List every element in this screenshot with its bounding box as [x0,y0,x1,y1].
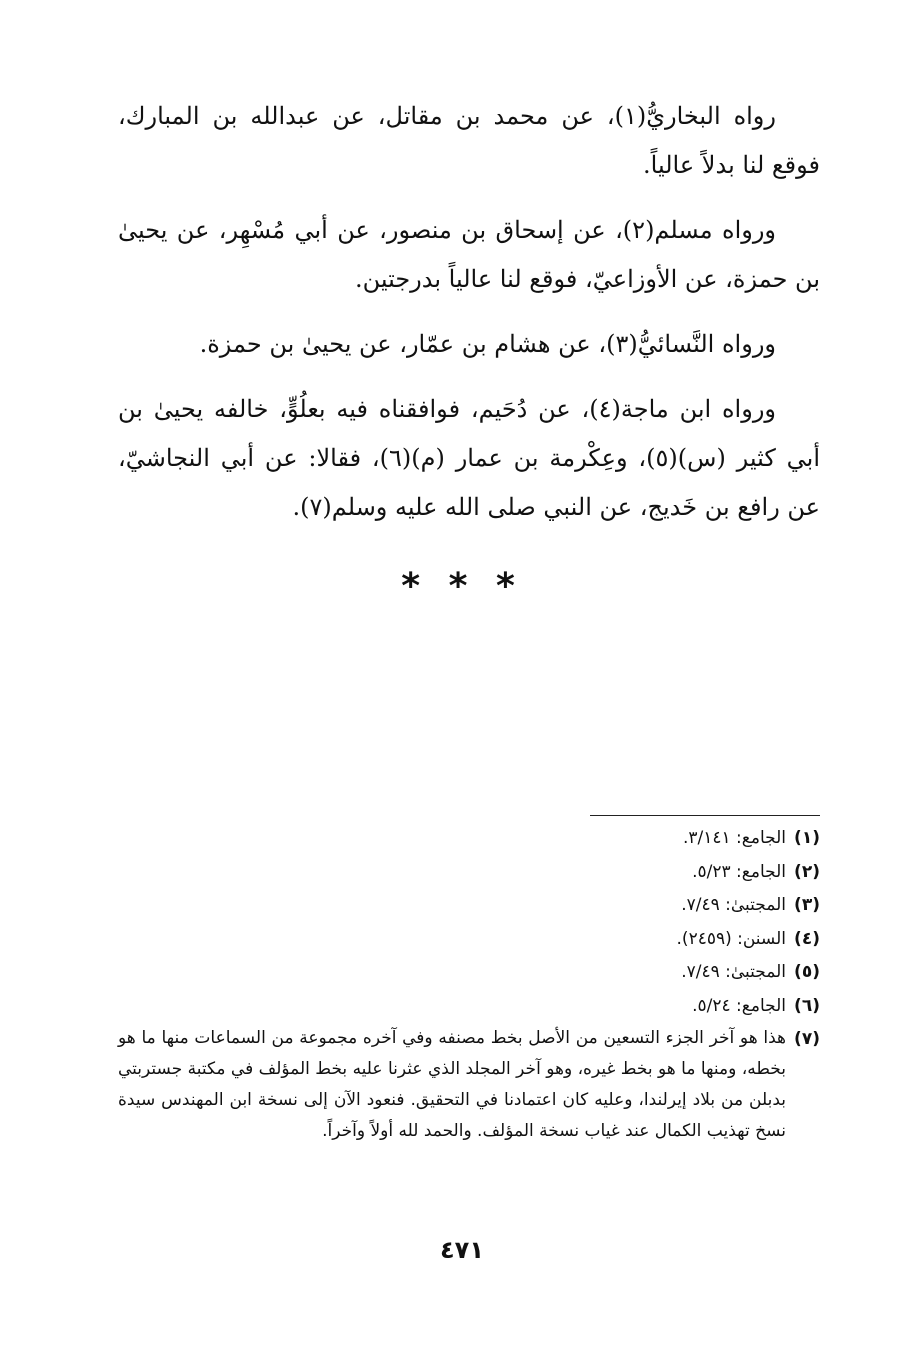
footnote-number: (٢) [794,861,820,882]
footnote-text: السنن: (٢٤٥٩). [676,928,786,949]
footnote-text: هذا هو آخر الجزء التسعين من الأصل بخط مصنفه وفي آخره مجموعة من السماعات منها ما هو بخطه، ومنها ما هو بخط غيره، وهو آخر المجلد الذي عثرنا عليه بخط المؤلف في مكتبة جستربتي بدبلن من بلاد إيرلندا، وعليه كان اعتمادنا في التحقيق. فنعود الآن إلى نسخة ابن المهندس سيدة نسخ تهذيب الكمال عند غياب نسخة المؤلف. والحمد لله أولاً وآخراً. [118,1028,786,1141]
footnote-item [118,1023,820,1147]
paragraph-nasai: ورواه النَّسائيُّ(٣)، عن هشام بن عمّار، عن يحيىٰ بن حمزة. [199,330,776,358]
footnote-text: المجتبىٰ: ٧/٤٩. [681,895,786,915]
footnote-number: (٧) [794,1029,820,1049]
footnote-number: (١) [794,828,820,848]
main-text [118,92,820,548]
footnote-text: الجامع: ٣/١٤١. [682,828,786,848]
footnote-item [118,856,820,890]
footnote-divider [590,815,820,816]
footnote-text: المجتبىٰ: ٧/٤٩. [681,962,786,982]
page-number: ٤٧١ [440,1236,484,1264]
footnote-text: الجامع: ٥/٢٤. [692,995,786,1016]
footnote-item [118,822,820,856]
paragraph-bukhari: رواه البخاريُّ(١)، عن محمد بن مقاتل، عن عبدالله بن المبارك، فوقع لنا بدلاً عالياً. [118,102,820,179]
footnote-text: الجامع: ٥/٢٣. [692,861,786,882]
section-separator: * * * [401,566,523,607]
footnote-number: (٣) [794,895,820,915]
footnote-item [118,889,820,923]
footnote-number: (٤) [794,928,820,949]
footnote-number: (٦) [794,995,820,1016]
footnote-item [118,990,820,1024]
footnotes [118,822,820,1147]
footnote-item [118,956,820,990]
paragraph-muslim: ورواه مسلم(٢)، عن إسحاق بن منصور، عن أبي مُسْهِر، عن يحيىٰ بن حمزة، عن الأوزاعيّ، فوقع لنا عالياً بدرجتين. [118,216,820,293]
paragraph-ibn-majah: ورواه ابن ماجة(٤)، عن دُحَيم، فوافقناه فيه بعلُوٍّ، خالفه يحيىٰ بن أبي كثير (س)(٥)، وعِكْرمة بن عمار (م)(٦)، فقالا: عن أبي النجاشيّ، عن رافع بن خَديج، عن النبي صلى الله عليه وسلم(٧). [118,395,821,521]
footnote-number: (٥) [794,962,820,982]
footnote-item [118,923,820,957]
